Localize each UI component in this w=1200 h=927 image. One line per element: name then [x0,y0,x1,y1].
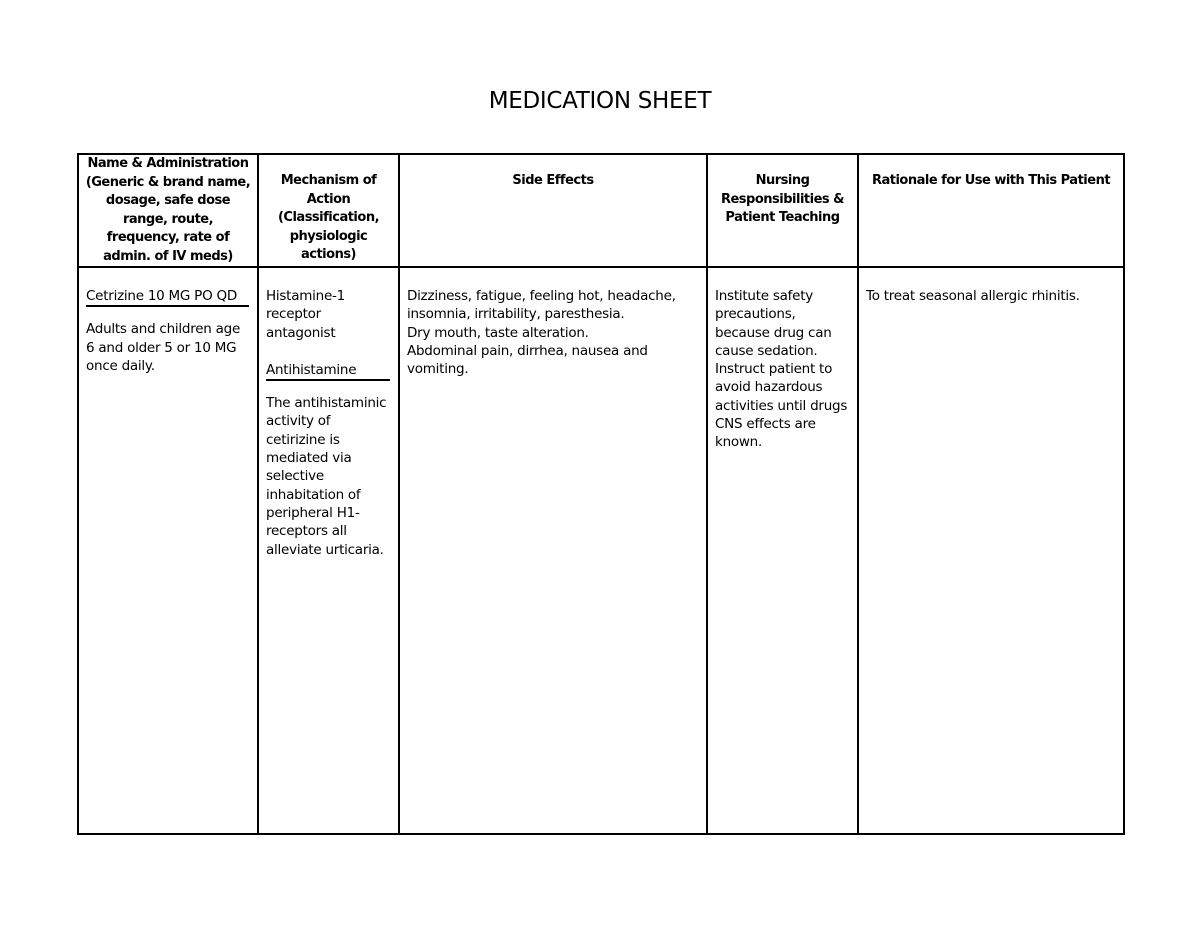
header-label: Side Effects [512,173,594,188]
medication-row [78,267,1124,834]
cell-side-effects [399,267,707,834]
header-nursing-responsibilities [707,154,858,267]
drug-classification: Antihistamine [266,361,390,381]
receptor-text: Histamine-1 receptor antagonist [266,288,345,341]
header-label: Mechanism of Action (Classification, physiologic actions) [277,173,380,262]
cell-mechanism [258,267,399,834]
drug-name: Cetrizine 10 MG PO QD [86,287,249,307]
header-rationale [858,154,1124,267]
header-label: Name & Administration (Generic & brand name, dosage, safe dose range, route, frequency, rate of admin. of IV meds) [85,156,251,264]
side-effects-gi: Abdominal pain, dirrhea, nausea and vomiting. [407,342,648,378]
cell-name-administration [78,267,258,834]
header-mechanism-of-action [258,154,399,267]
header-label: Rationale for Use with This Patient [871,173,1111,188]
header-row [78,154,1124,267]
cell-rationale [858,267,1124,834]
medication-table [77,153,1125,835]
header-label: Nursing Responsibilities & Patient Teaching [720,173,844,225]
page-title: MEDICATION SHEET [488,88,712,114]
header-name-administration [78,154,258,267]
dosage-text: Adults and children age 6 and older 5 or 10 MG once daily. [86,321,241,374]
rationale-text: To treat seasonal allergic rhinitis. [866,288,1080,304]
nursing-text: Institute safety precautions, because drug can cause sedation. Instruct patient to avoid hazardous activities until drugs CNS effects are known. [715,288,848,451]
side-effects-general: Dizziness, fatigue, feeling hot, headache, insomnia, irritability, paresthesia. [407,288,676,323]
cell-nursing [707,267,858,834]
mechanism-text: The antihistaminic activity of cetirizine is mediated via selective inhabitation of peripheral H1-receptors all alleviate urticaria. [266,395,387,558]
side-effects-oral: Dry mouth, taste alteration. [407,324,589,341]
header-side-effects [399,154,707,267]
